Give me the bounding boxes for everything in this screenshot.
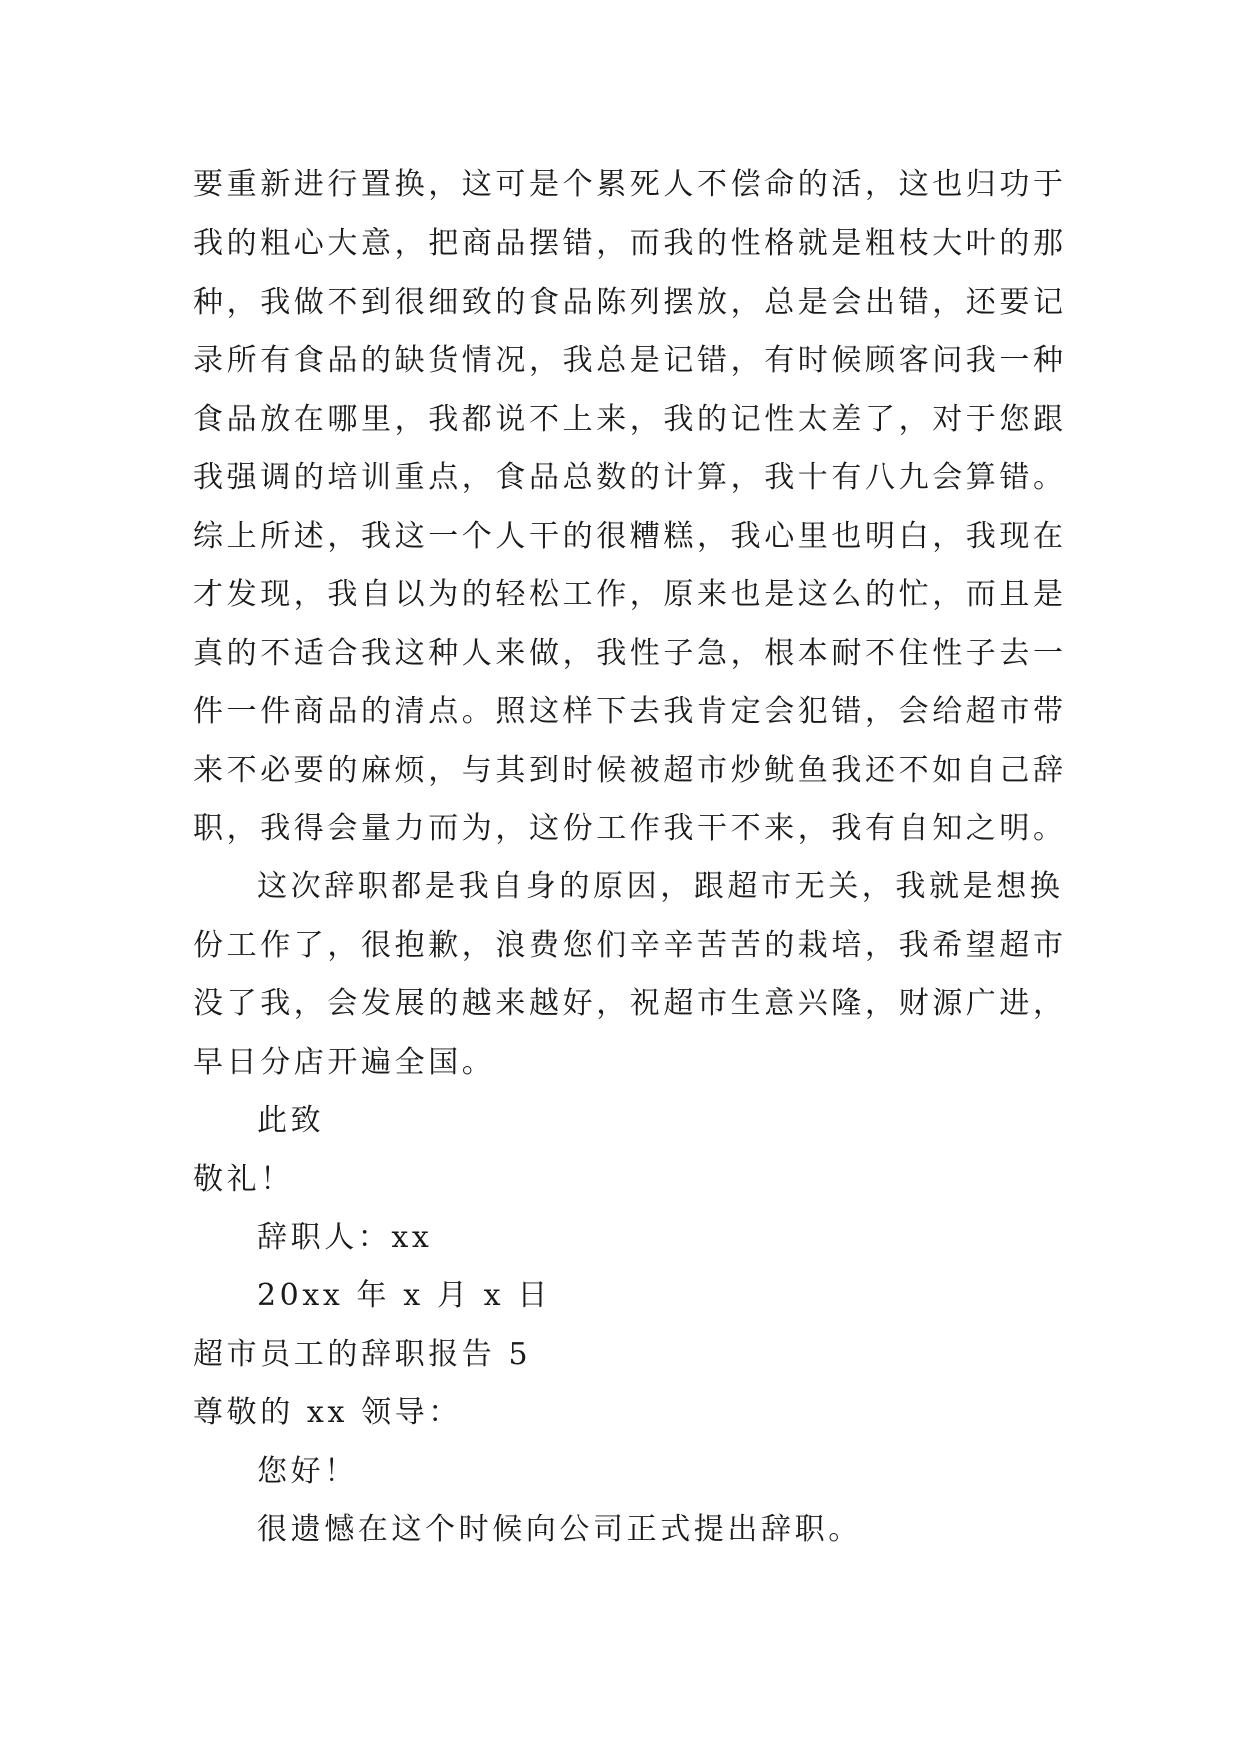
date-line: 20xx 年 x 月 x 日 <box>257 1278 551 1313</box>
body-line: 件一件商品的清点。照这样下去我肯定会犯错，会给超市带 <box>193 694 1067 729</box>
body-line: 我强调的培训重点，食品总数的计算，我十有八九会算错。 <box>193 460 1067 495</box>
body-line: 份工作了，很抱歉，浪费您们辛辛苦苦的栽培，我希望超市 <box>193 928 1067 963</box>
body-line: 要重新进行置换，这可是个累死人不偿命的活，这也归功于 <box>193 167 1067 202</box>
body-line: 综上所述，我这一个人干的很糟糕，我心里也明白，我现在 <box>193 519 1067 554</box>
body-line: 这次辞职都是我自身的原因，跟超市无关，我就是想换 <box>257 869 1064 904</box>
section-title: 超市员工的辞职报告 5 <box>193 1337 532 1372</box>
body-line: 食品放在哪里，我都说不上来，我的记性太差了，对于您跟 <box>193 402 1067 437</box>
body-line: 种，我做不到很细致的食品陈列摆放，总是会出错，还要记 <box>193 285 1067 320</box>
opening-line: 很遗憾在这个时候向公司正式提出辞职。 <box>257 1512 862 1547</box>
salute-text: 敬礼！ <box>193 1162 294 1197</box>
hello-line: 您好！ <box>257 1454 358 1489</box>
body-line: 我的粗心大意，把商品摆错，而我的性格就是粗枝大叶的那 <box>193 226 1067 261</box>
body-line: 早日分店开遍全国。 <box>193 1045 496 1080</box>
greeting-line: 尊敬的 xx 领导： <box>193 1395 462 1430</box>
body-line: 录所有食品的缺货情况，我总是记错，有时候顾客问我一种 <box>193 343 1067 378</box>
body-line: 才发现，我自以为的轻松工作，原来也是这么的忙，而且是 <box>193 577 1067 612</box>
signer-line: 辞职人：xx <box>257 1220 433 1255</box>
body-line: 真的不适合我这种人来做，我性子急，根本耐不住性子去一 <box>193 636 1067 671</box>
body-line: 来不必要的麻烦，与其到时候被超市炒鱿鱼我还不如自己辞 <box>193 753 1067 788</box>
body-line: 没了我，会发展的越来越好，祝超市生意兴隆，财源广进， <box>193 986 1067 1021</box>
closing-text: 此致 <box>257 1103 325 1138</box>
body-line: 职，我得会量力而为，这份工作我干不来，我有自知之明。 <box>193 811 1067 846</box>
